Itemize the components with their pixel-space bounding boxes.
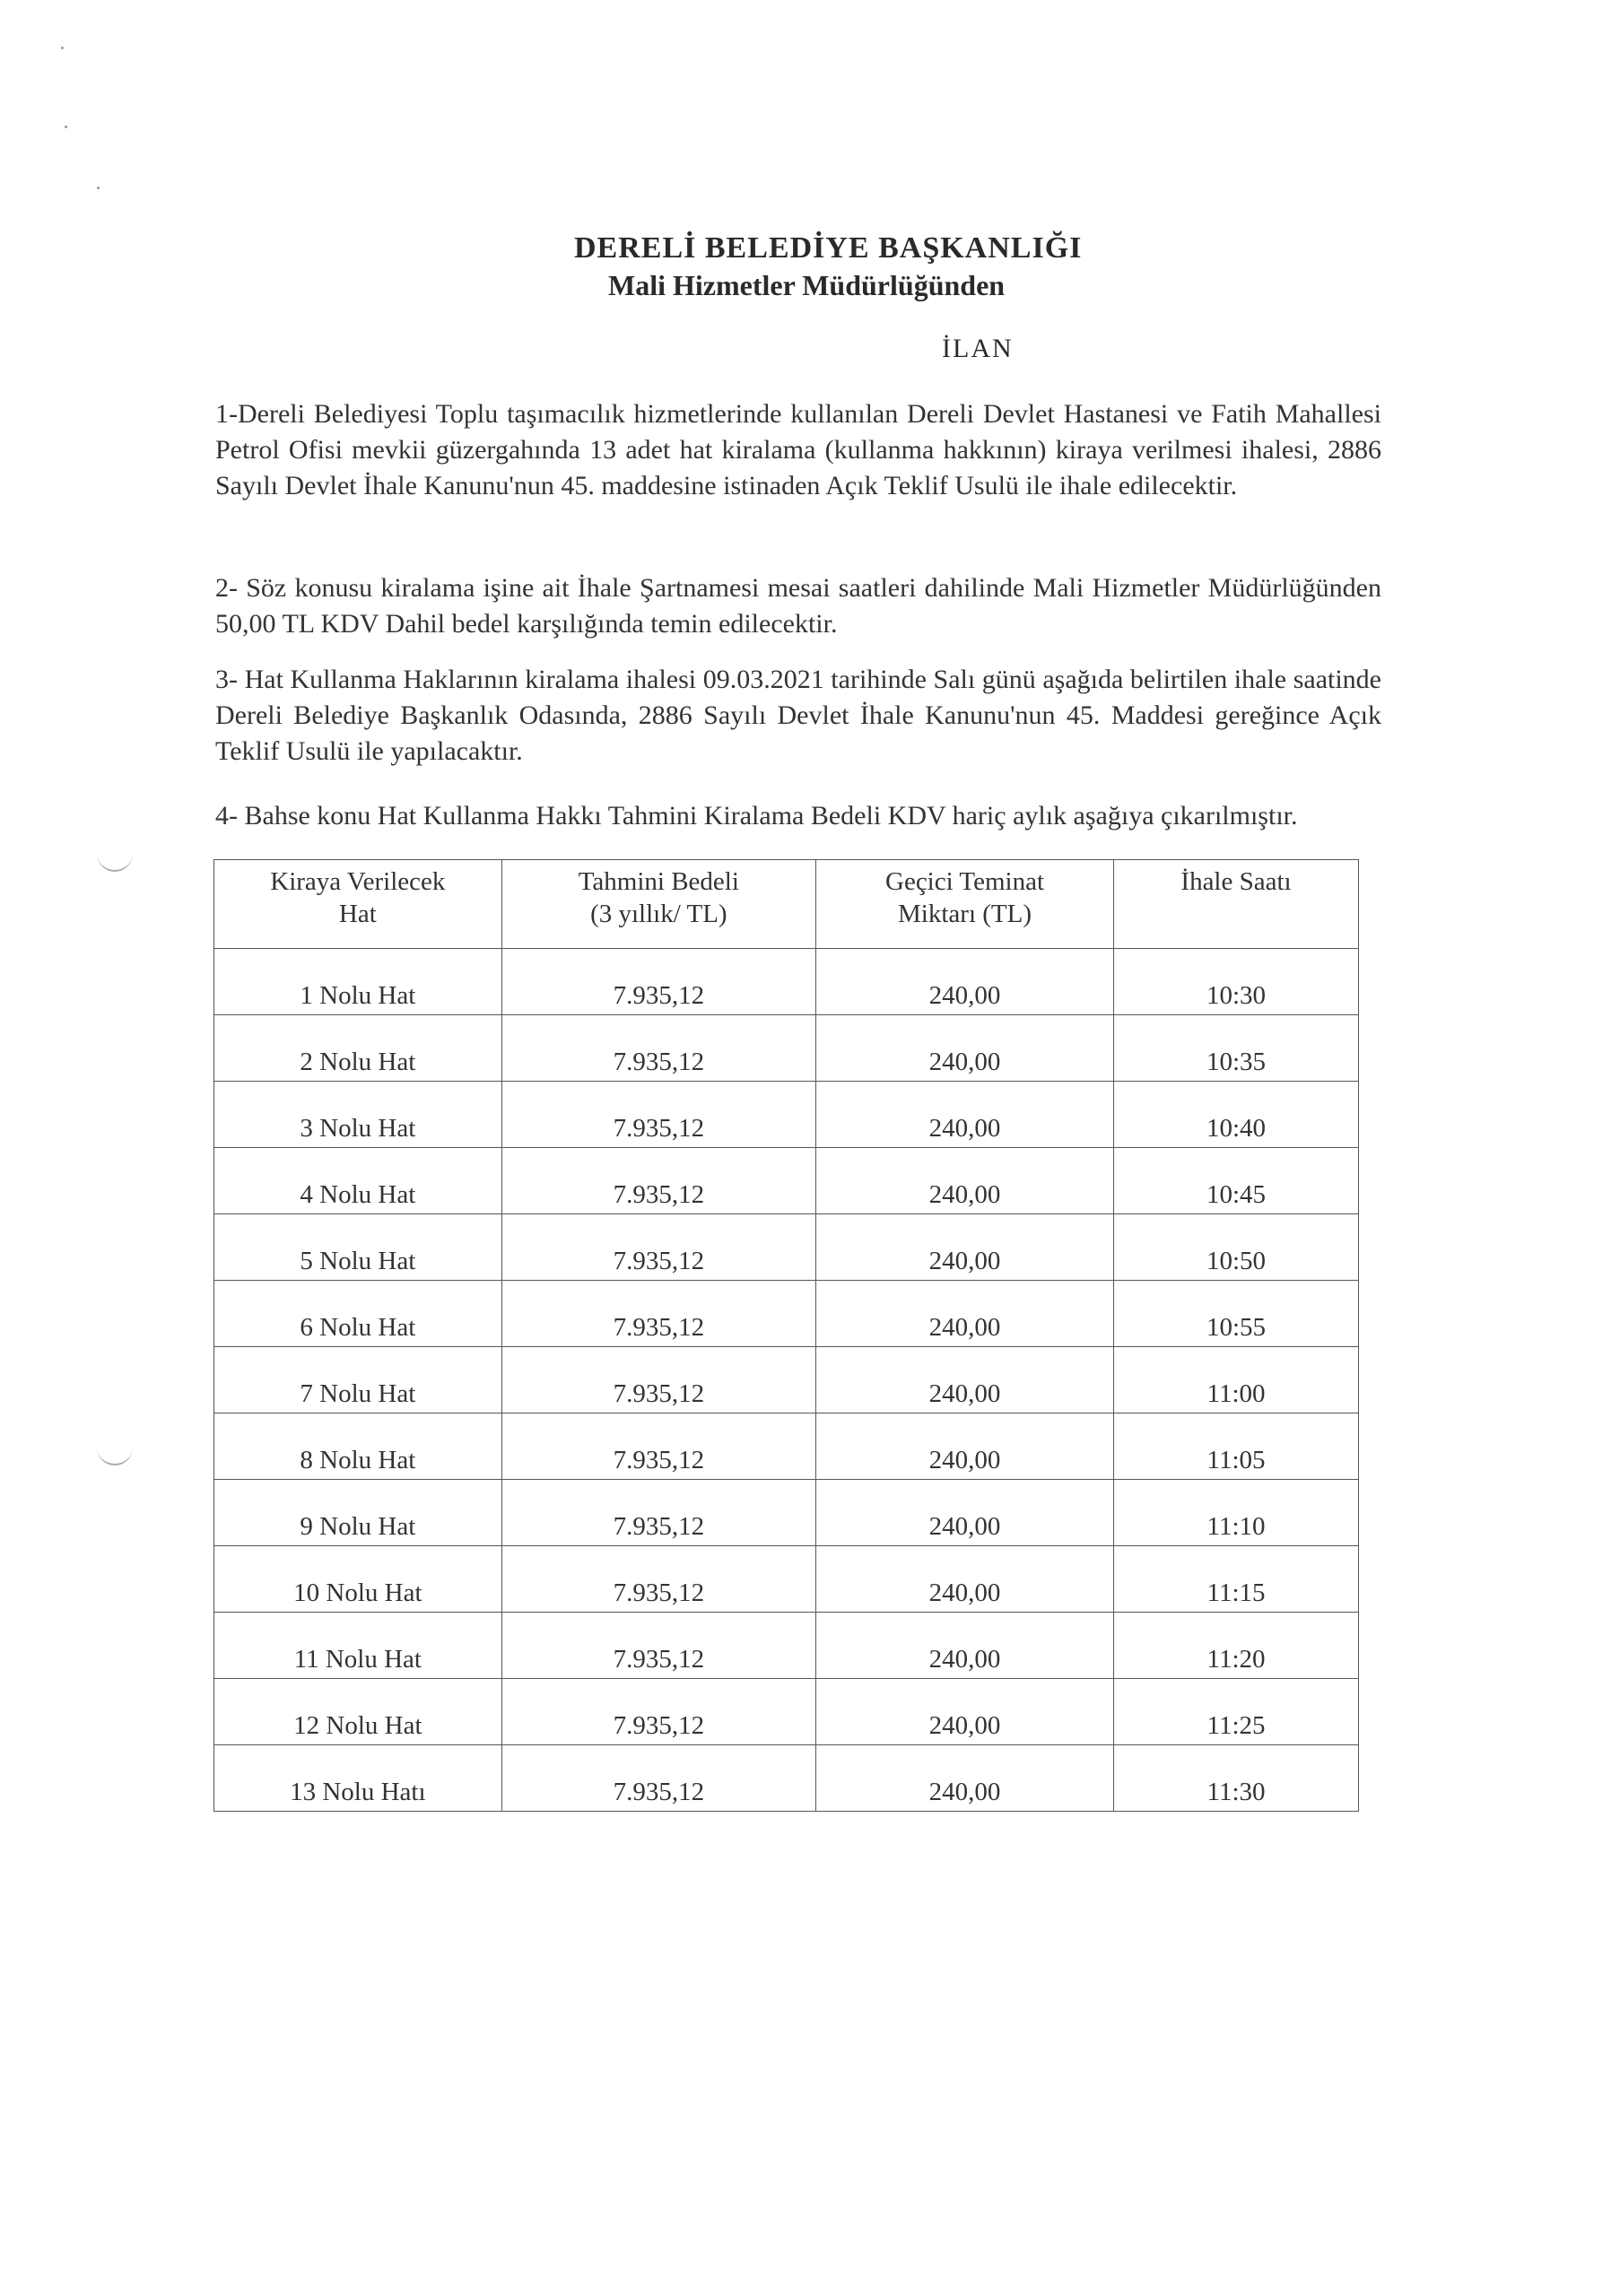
cell-price: 7.935,12: [501, 1281, 815, 1347]
cell-price: 7.935,12: [501, 949, 815, 1015]
cell-deposit: 240,00: [816, 1745, 1114, 1812]
cell-time: 11:25: [1114, 1679, 1359, 1745]
cell-line: 11 Nolu Hat: [214, 1613, 502, 1679]
cell-price: 7.935,12: [501, 1347, 815, 1413]
header-deposit-text-1: Geçici Teminat: [885, 867, 1045, 896]
cell-deposit: 240,00: [816, 1281, 1114, 1347]
cell-price: 7.935,12: [501, 1679, 815, 1745]
table-row: [214, 1347, 1359, 1413]
cell-deposit: 240,00: [816, 1679, 1114, 1745]
paragraph-1: 1-Dereli Belediyesi Toplu taşımacılık hizmetlerinde kullanılan Dereli Devlet Hastanesi ve Fatih Mahallesi Petrol Ofisi mevkii güzergahında 13 adet hat kiralama (kullanma hakkının) kiraya verilmesi ihalesi, 2886 Sayılı Devlet İhale Kanunu'nun 45. maddesine istinaden Açık Teklif Usulü ile ihale edilecektir.: [215, 399, 1381, 500]
table-row: [214, 1281, 1359, 1347]
cell-line: 5 Nolu Hat: [214, 1214, 502, 1281]
cell-line: 10 Nolu Hat: [214, 1546, 502, 1613]
cell-price: 7.935,12: [501, 1546, 815, 1613]
header-line-text-1: Kiraya Verilecek: [270, 867, 446, 896]
institution-title: DERELİ BELEDİYE BAŞKANLIĞI: [574, 231, 1083, 265]
cell-time: 10:35: [1114, 1015, 1359, 1082]
scan-speck: [61, 47, 64, 49]
cell-price: 7.935,12: [501, 1082, 815, 1148]
cell-line: 8 Nolu Hat: [214, 1413, 502, 1480]
table-row: [214, 949, 1359, 1015]
paragraph-4: 4- Bahse konu Hat Kullanma Hakkı Tahmini Kiralama Bedeli KDV hariç aylık aşağıya çıkarılmıştır.: [215, 801, 1298, 831]
cell-time: 11:20: [1114, 1613, 1359, 1679]
table-row: [214, 1679, 1359, 1745]
scan-speck: [65, 126, 67, 128]
cell-line: 1 Nolu Hat: [214, 949, 502, 1015]
table-row: [214, 1745, 1359, 1812]
cell-price: 7.935,12: [501, 1745, 815, 1812]
cell-price: 7.935,12: [501, 1613, 815, 1679]
cell-line: 12 Nolu Hat: [214, 1679, 502, 1745]
table-row: [214, 1546, 1359, 1613]
punch-hole-mark: [97, 852, 133, 872]
header-deposit: [816, 860, 1114, 949]
header-time: [1114, 860, 1359, 949]
table-row: [214, 1480, 1359, 1546]
cell-price: 7.935,12: [501, 1015, 815, 1082]
header-deposit-text-2: Miktarı (TL): [898, 900, 1032, 928]
cell-deposit: 240,00: [816, 1015, 1114, 1082]
header-price-text-1: Tahmini Bedeli: [578, 867, 739, 896]
header-time-text: İhale Saatı: [1180, 867, 1292, 896]
cell-deposit: 240,00: [816, 1480, 1114, 1546]
cell-time: 11:10: [1114, 1480, 1359, 1546]
cell-time: 11:00: [1114, 1347, 1359, 1413]
department-subtitle: Mali Hizmetler Müdürlüğünden: [608, 269, 1006, 301]
line-rental-table: [213, 859, 1359, 1812]
paragraph-3: 3- Hat Kullanma Haklarının kiralama ihalesi 09.03.2021 tarihinde Salı günü aşağıda belirtilen ihale saatinde Dereli Belediye Başkanlık Odasında, 2886 Sayılı Devlet İhale Kanunu'nun 45. Maddesi gereğince Açık Teklif Usulü ile yapılacaktır.: [215, 665, 1381, 766]
cell-time: 11:05: [1114, 1413, 1359, 1480]
header-price: [501, 860, 815, 949]
cell-line: 3 Nolu Hat: [214, 1082, 502, 1148]
cell-line: 7 Nolu Hat: [214, 1347, 502, 1413]
scan-speck: [97, 187, 100, 189]
cell-line: 13 Nolu Hatı: [214, 1745, 502, 1812]
punch-hole-mark: [97, 1446, 133, 1465]
table-row: [214, 1082, 1359, 1148]
header-line: [214, 860, 502, 949]
cell-price: 7.935,12: [501, 1148, 815, 1214]
cell-deposit: 240,00: [816, 1613, 1114, 1679]
cell-price: 7.935,12: [501, 1214, 815, 1281]
cell-time: 10:55: [1114, 1281, 1359, 1347]
cell-time: 10:30: [1114, 949, 1359, 1015]
table-row: [214, 1214, 1359, 1281]
cell-price: 7.935,12: [501, 1480, 815, 1546]
cell-deposit: 240,00: [816, 1546, 1114, 1613]
table-body: [214, 949, 1359, 1812]
cell-time: 11:15: [1114, 1546, 1359, 1613]
cell-deposit: 240,00: [816, 1347, 1114, 1413]
cell-deposit: 240,00: [816, 1214, 1114, 1281]
cell-price: 7.935,12: [501, 1413, 815, 1480]
table-row: [214, 1148, 1359, 1214]
cell-line: 9 Nolu Hat: [214, 1480, 502, 1546]
cell-line: 2 Nolu Hat: [214, 1015, 502, 1082]
cell-time: 10:40: [1114, 1082, 1359, 1148]
cell-deposit: 240,00: [816, 949, 1114, 1015]
header-line-text-2: Hat: [338, 900, 377, 928]
cell-time: 11:30: [1114, 1745, 1359, 1812]
cell-time: 10:45: [1114, 1148, 1359, 1214]
paragraph-2: 2- Söz konusu kiralama işine ait İhale Şartnamesi mesai saatleri dahilinde Mali Hizmetler Müdürlüğünden 50,00 TL KDV Dahil bedel karşılığında temin edilecektir.: [215, 573, 1381, 639]
cell-time: 10:50: [1114, 1214, 1359, 1281]
cell-line: 4 Nolu Hat: [214, 1148, 502, 1214]
table-row: [214, 1413, 1359, 1480]
cell-deposit: 240,00: [816, 1413, 1114, 1480]
cell-line: 6 Nolu Hat: [214, 1281, 502, 1347]
cell-deposit: 240,00: [816, 1082, 1114, 1148]
cell-deposit: 240,00: [816, 1148, 1114, 1214]
table-header-row: [214, 860, 1359, 949]
notice-label: İLAN: [942, 334, 1014, 363]
header-price-text-2: (3 yıllık/ TL): [590, 900, 727, 928]
table-row: [214, 1613, 1359, 1679]
table-row: [214, 1015, 1359, 1082]
